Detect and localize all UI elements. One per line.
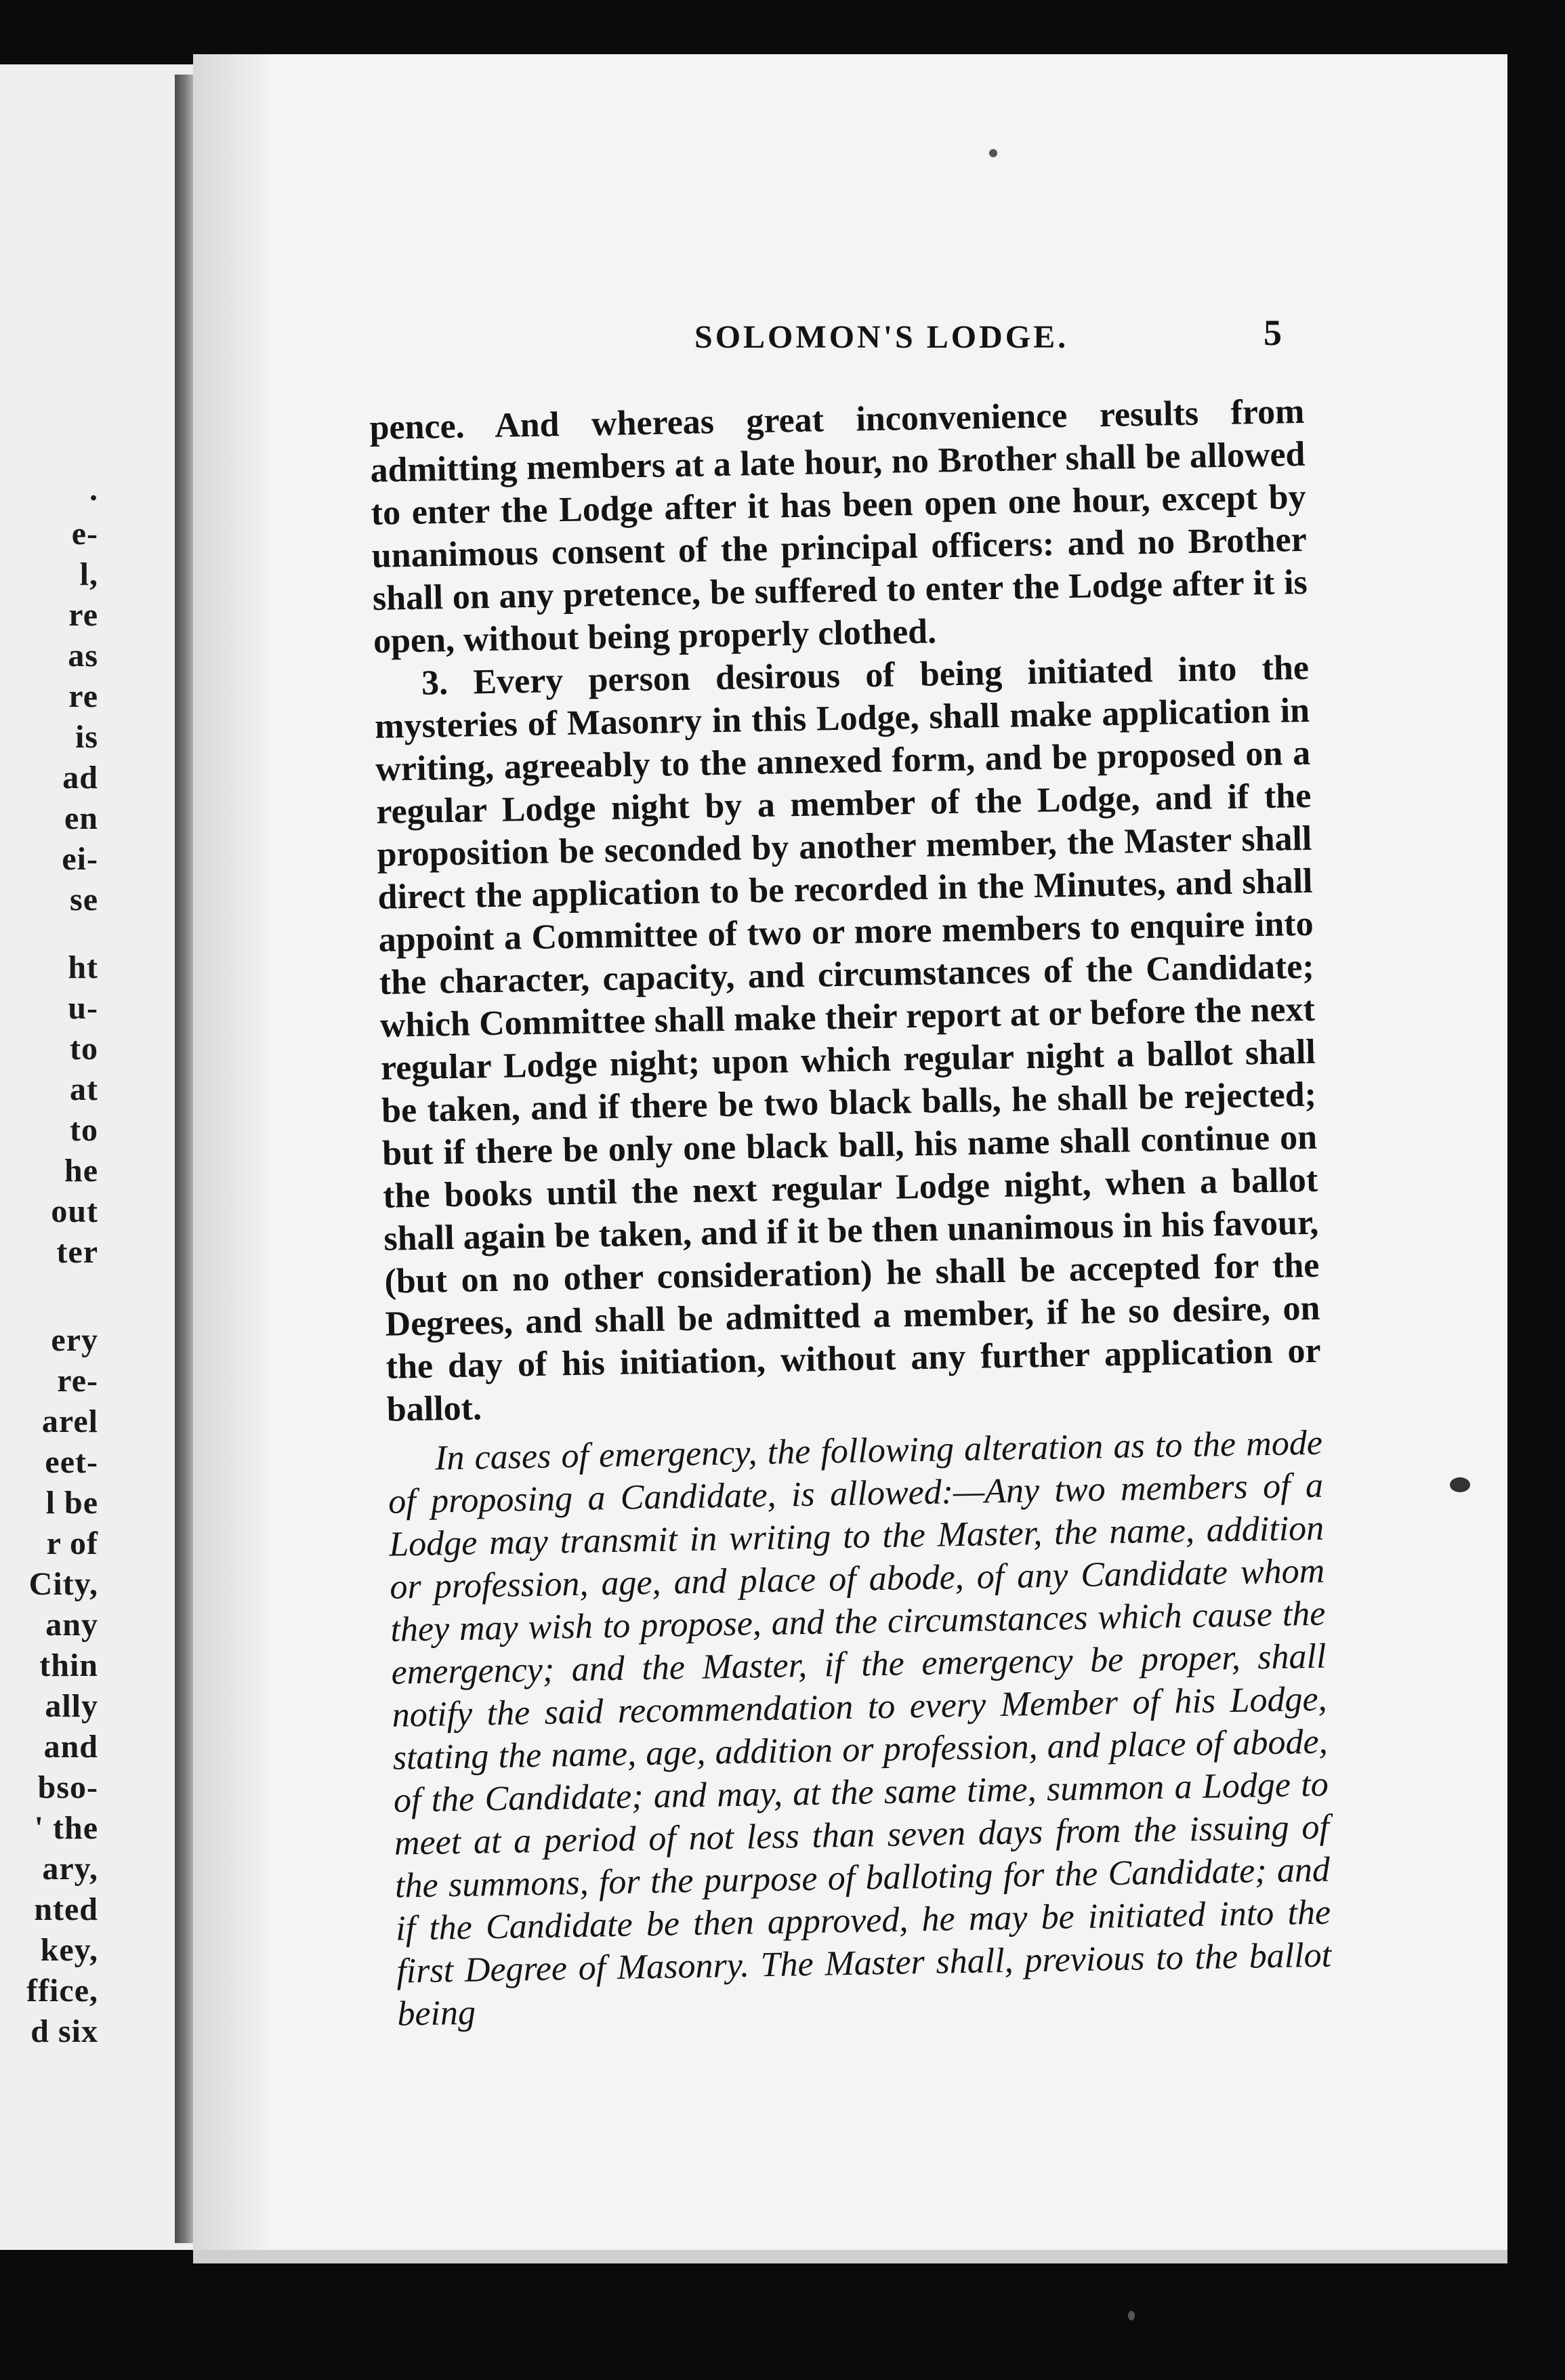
left-fragment: u-: [68, 990, 98, 1026]
left-fragment: se: [70, 882, 98, 918]
page-spine-shading: [193, 54, 268, 2250]
left-fragment: ht: [68, 949, 98, 985]
print-speck: [989, 149, 997, 157]
left-fragment: bso-: [37, 1769, 98, 1805]
left-fragment: as: [68, 638, 98, 674]
left-fragment: eet-: [45, 1444, 98, 1480]
left-fragment: ter: [56, 1234, 98, 1270]
left-fragment: r of: [46, 1525, 98, 1561]
left-fragment: ' the: [34, 1810, 98, 1846]
left-fragment: e-: [71, 516, 98, 552]
print-speck: [1128, 2311, 1135, 2320]
left-fragment: ally: [45, 1688, 98, 1724]
left-fragment: re: [68, 678, 98, 714]
left-fragment: and: [43, 1729, 98, 1765]
left-fragment: thin: [39, 1647, 98, 1683]
left-fragment: City,: [28, 1566, 98, 1602]
main-page: [193, 54, 1507, 2250]
left-fragment: nted: [34, 1891, 98, 1927]
left-fragment: is: [75, 719, 98, 755]
left-fragment: ad: [62, 760, 98, 796]
left-fragment: l be: [45, 1485, 98, 1521]
left-fragment: l,: [79, 556, 98, 592]
left-fragment: .: [89, 472, 98, 508]
left-fragment: re-: [57, 1363, 98, 1399]
left-fragment: at: [70, 1071, 98, 1107]
paragraph-continuation: pence. And whereas great inconvenience results from admitting members at a late hour, no Brother shall be allowed to enter the Lodge after it has been open one hour, except by unanimous consent of the principal officers: and no Brother shall on any pretence, be suffered to enter the Lodge after it is open, without being properly clothed.: [369, 392, 1308, 661]
left-fragment: to: [70, 1031, 98, 1067]
left-fragment: ffice,: [26, 1973, 98, 2009]
left-fragment: to: [70, 1112, 98, 1148]
left-fragment: ary,: [42, 1851, 98, 1887]
left-fragment: any: [45, 1607, 98, 1643]
left-fragment: he: [64, 1153, 98, 1189]
left-fragment: ery: [51, 1322, 98, 1358]
book-gutter-shadow: [175, 75, 195, 2243]
left-fragment: re: [68, 597, 98, 633]
paragraph-rule-3: 3. Every person desirous of being initiated into the mysteries of Masonry in this Lodge, shall make application in writing, agreeably to the annexed form, and be proposed on a regular Lodge night by a member of the Lodge, and if the proposition be seconded by another member, the Master shall direct the application to be recorded in the Minutes, and shall appoint a Committee of two or more members to enquire into the character, capacity, and circumstances of the Candidate; which Committee shall make their report at or before the next regular Lodge night; upon which regular night a ballot shall be taken, and if there be two black balls, he shall be rejected; but if there be only one black ball, his name shall continue on the books until the next regular Lodge night, when a ballot shall again be taken, and if it be then unanimous in his favour, (but on no other consideration) he shall be accepted for the Degrees, and shall be admitted a member, if he so desire, on the day of his initiation, without any further application or ballot.: [374, 648, 1322, 1429]
left-fragment: d six: [30, 2013, 98, 2049]
running-header: SOLOMON'S LODGE.: [694, 319, 1069, 355]
body-text: [369, 390, 1333, 2036]
page-number: 5: [1264, 312, 1282, 353]
left-fragment: out: [51, 1193, 98, 1229]
left-fragment: en: [64, 800, 98, 836]
page-bottom-shadow: [193, 2250, 1507, 2263]
ink-blot: [1450, 1477, 1470, 1492]
left-fragment: arel: [41, 1403, 98, 1439]
left-fragment: key,: [40, 1932, 98, 1968]
paragraph-emergency: In cases of emergency, the following alteration as to the mode of proposing a Candidate, is allowed:—Any two members of a Lodge may transmit in writing to the Master, the name, addition or profession, age, and place of abode, of any Candidate whom they may wish to propose, and the circumstances which cause the emergency; and the Master, if the emergency be proper, shall notify the said recommendation to every Member of his Lodge, stating the name, age, addition or profession, and place of abode, of the Candidate; and may, at the same time, summon a Lodge to meet at a period of not less than seven days from the issuing of the summons, for the purpose of balloting for the Candidate; and if the Candidate be then approved, he may be initiated into the first Degree of Masonry. The Master shall, previous to the ballot being: [388, 1423, 1332, 2034]
left-fragment: ei-: [62, 841, 98, 877]
